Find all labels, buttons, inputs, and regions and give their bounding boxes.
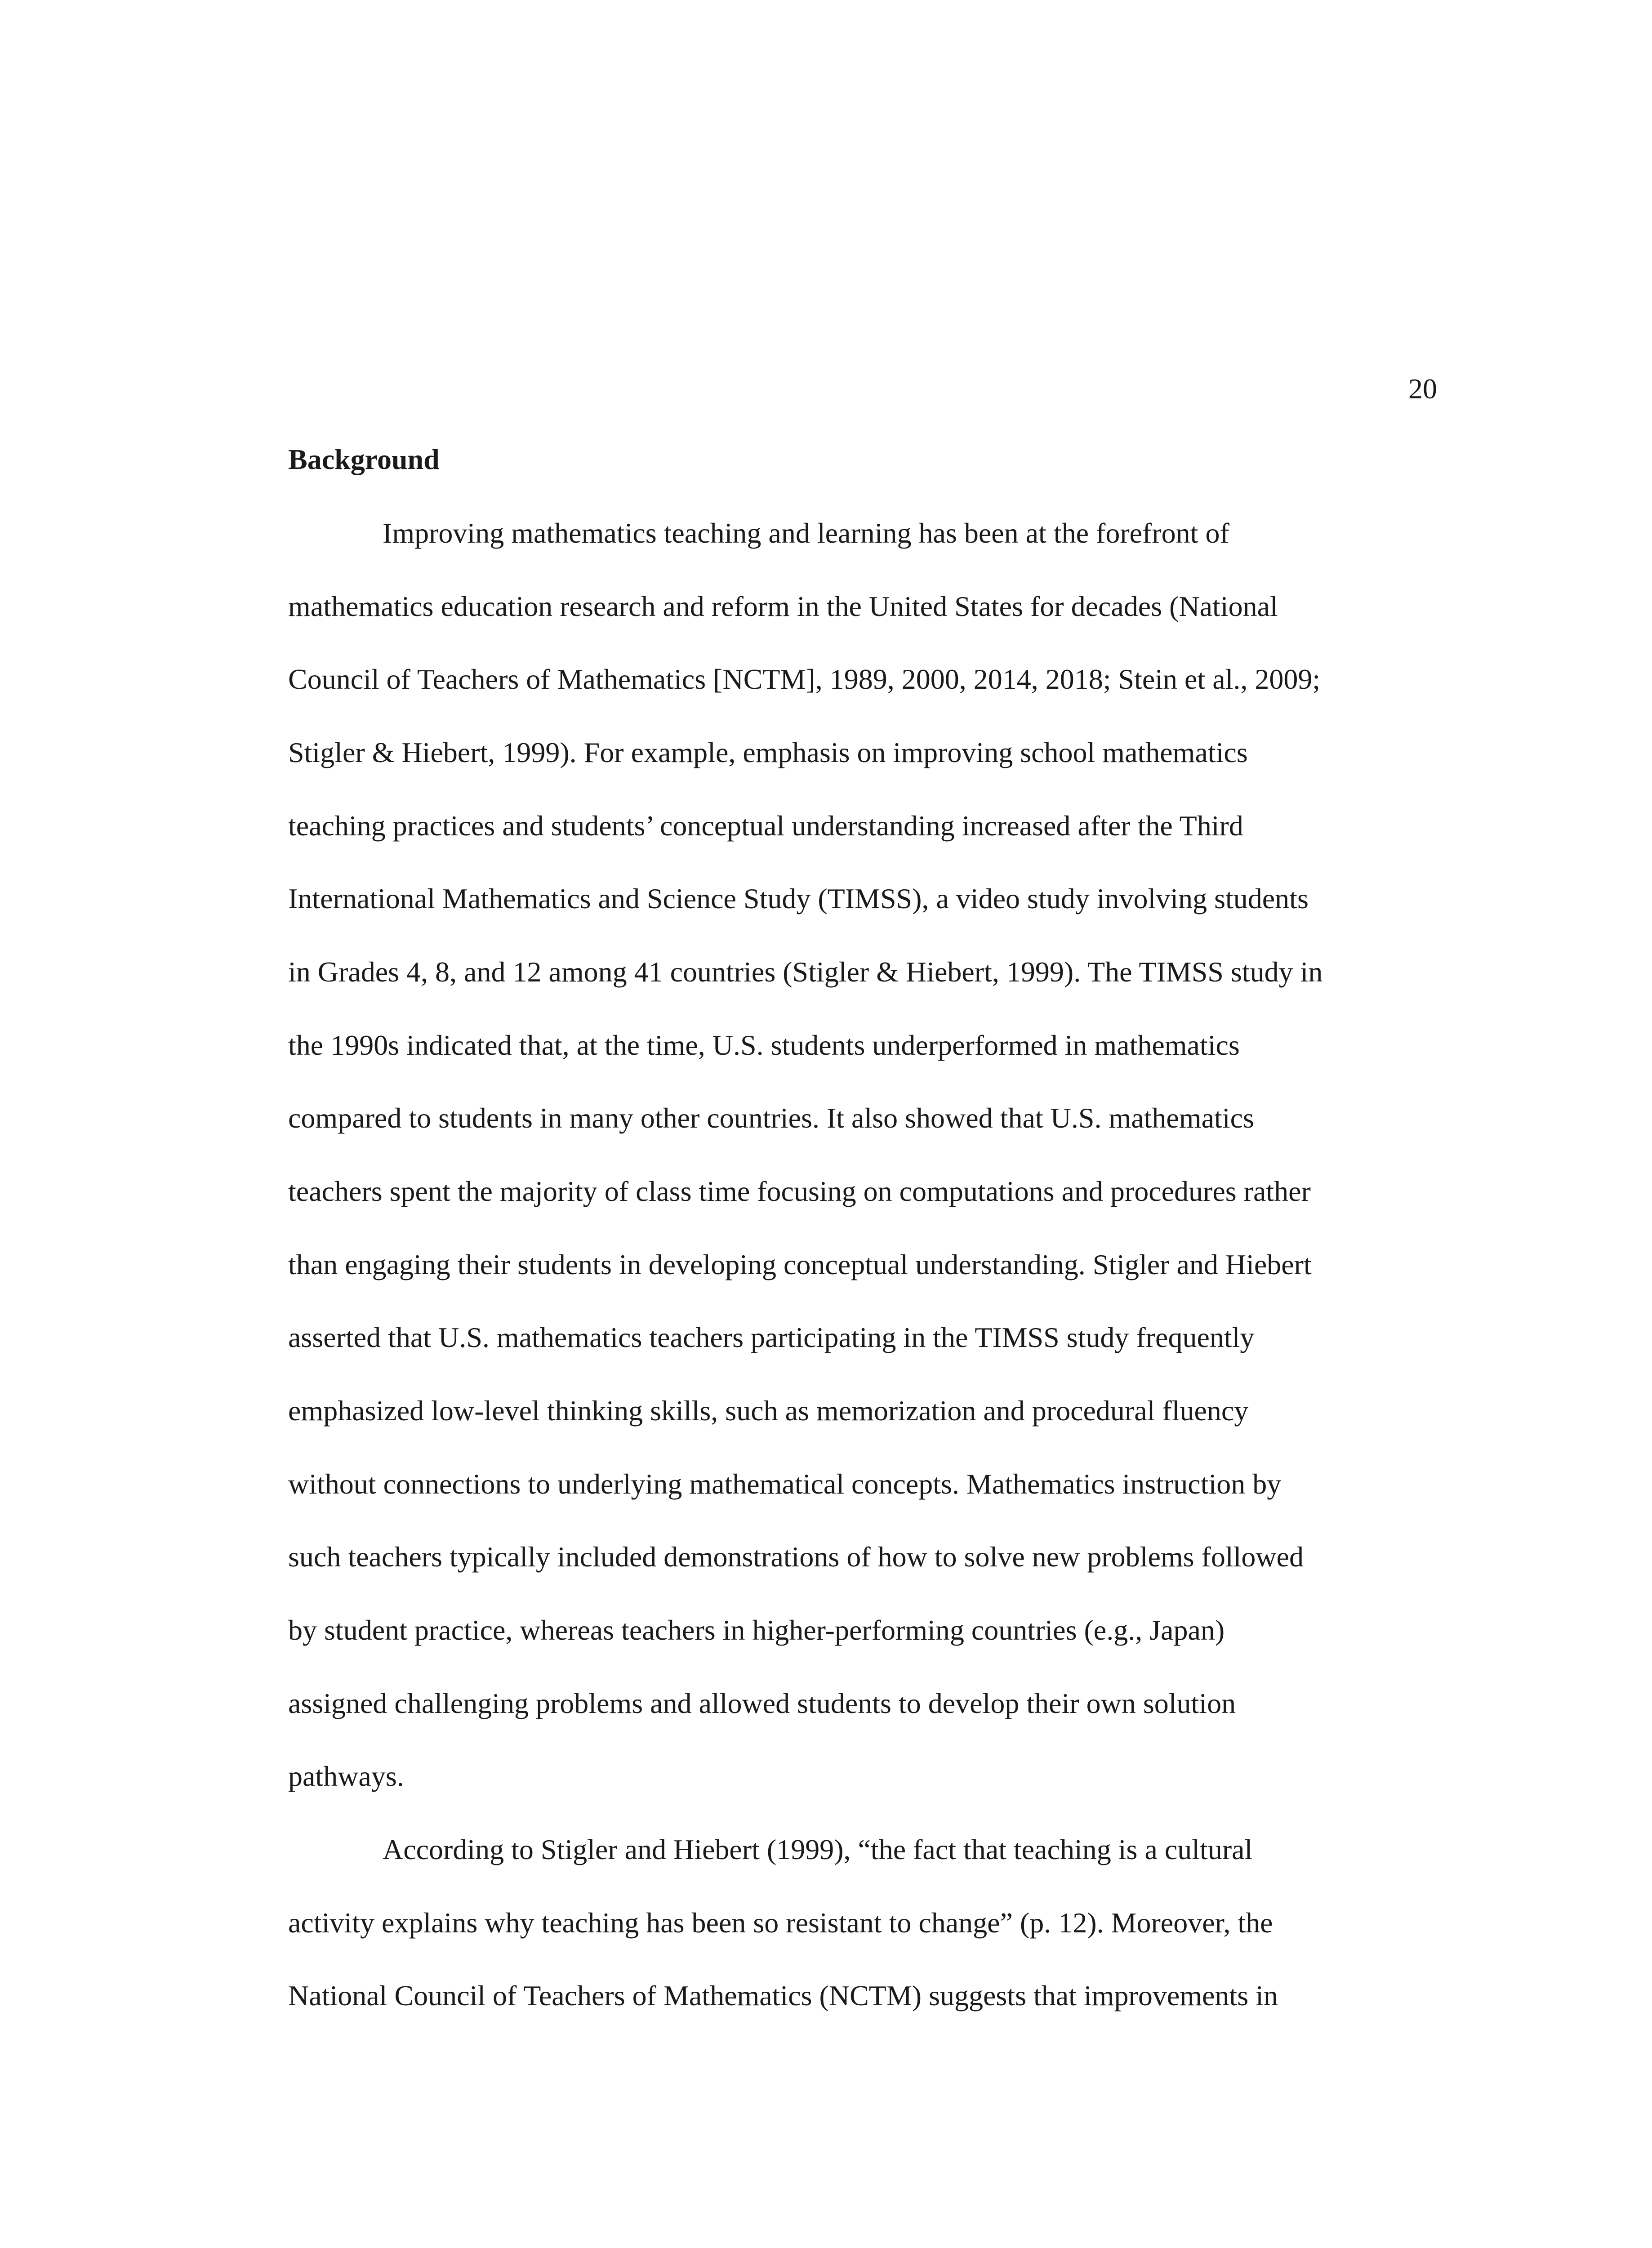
section-heading: Background: [288, 443, 440, 475]
paragraph-line: without connections to underlying mathematical concepts. Mathematics instruction by: [288, 1468, 1282, 1500]
paragraph-line: the 1990s indicated that, at the time, U.S. students underperformed in mathematics: [288, 1029, 1240, 1061]
paragraph-line: assigned challenging problems and allowed students to develop their own solution: [288, 1687, 1236, 1719]
paragraph-line: activity explains why teaching has been so resistant to change” (p. 12). Moreover, the: [288, 1907, 1273, 1939]
paragraph-line: Stigler & Hiebert, 1999). For example, emphasis on improving school mathematics: [288, 736, 1248, 768]
paragraph-line: teachers spent the majority of class time focusing on computations and procedures rather: [288, 1175, 1311, 1207]
paragraph-line: asserted that U.S. mathematics teachers participating in the TIMSS study frequently: [288, 1321, 1255, 1353]
paragraph-line: such teachers typically included demonstrations of how to solve new problems followed: [288, 1541, 1304, 1573]
paragraph-line: Council of Teachers of Mathematics [NCTM], 1989, 2000, 2014, 2018; Stein et al., 2009;: [288, 663, 1321, 695]
page-number: 20: [1408, 373, 1437, 405]
paragraph-line: compared to students in many other countries. It also showed that U.S. mathematics: [288, 1102, 1254, 1134]
paragraph-line: pathways.: [288, 1760, 404, 1792]
paragraph-line: According to Stigler and Hiebert (1999), “the fact that teaching is a cultural: [383, 1833, 1253, 1865]
paragraph-line: in Grades 4, 8, and 12 among 41 countries (Stigler & Hiebert, 1999). The TIMSS study in: [288, 956, 1323, 988]
paragraph-line: emphasized low-level thinking skills, such as memorization and procedural fluency: [288, 1395, 1249, 1427]
paragraph-line: by student practice, whereas teachers in higher-performing countries (e.g., Japan): [288, 1614, 1225, 1646]
paragraph-line: International Mathematics and Science Study (TIMSS), a video study involving students: [288, 883, 1309, 914]
paragraph-line: Improving mathematics teaching and learning has been at the forefront of: [383, 517, 1229, 549]
paragraph-line: mathematics education research and reform in the United States for decades (National: [288, 590, 1278, 622]
paragraph-line: than engaging their students in developing conceptual understanding. Stigler and Hiebert: [288, 1249, 1312, 1280]
paragraph-line: teaching practices and students’ conceptual understanding increased after the Third: [288, 810, 1243, 842]
paragraph-line: National Council of Teachers of Mathematics (NCTM) suggests that improvements in: [288, 1980, 1278, 2012]
